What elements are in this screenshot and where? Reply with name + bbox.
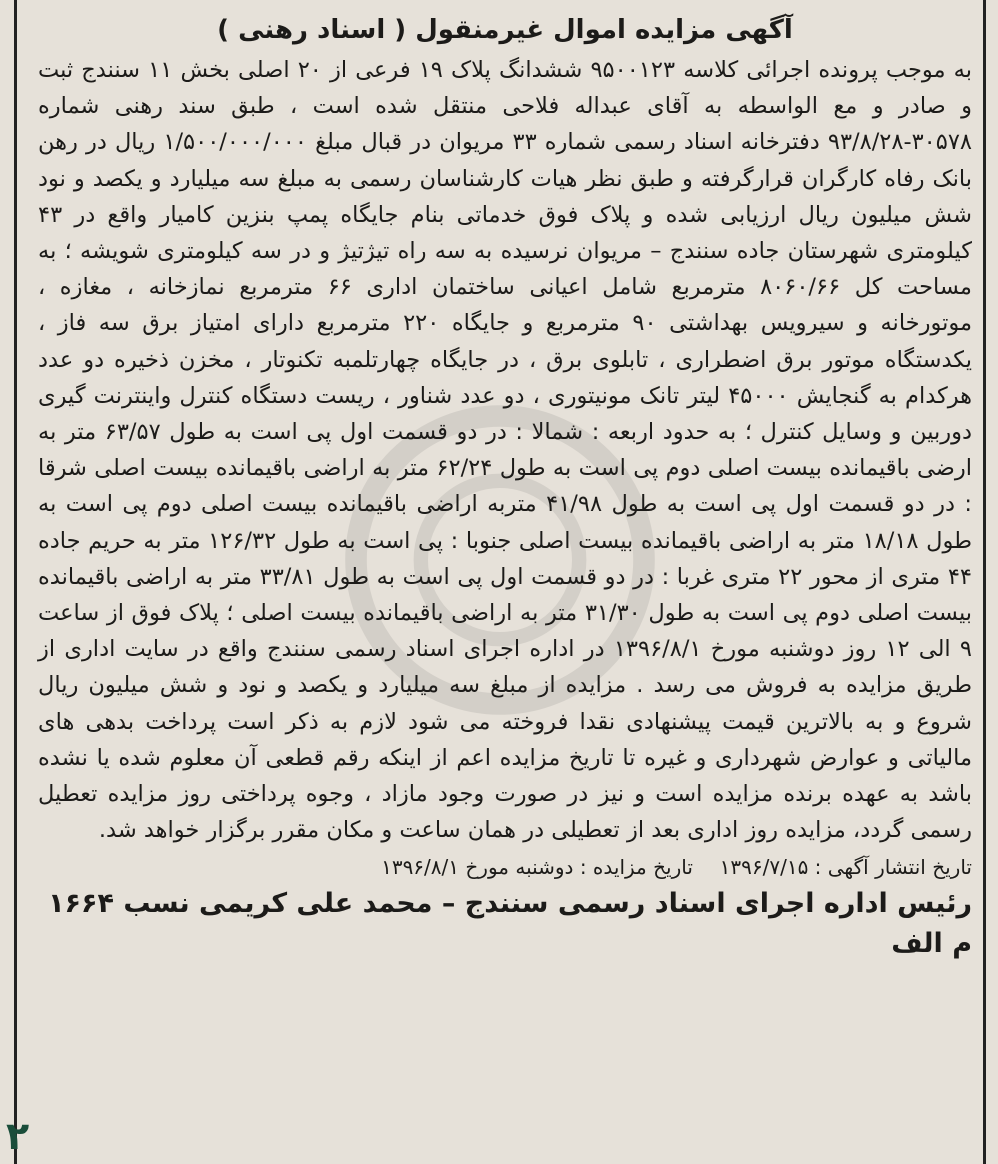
notice-dates [38,852,972,882]
notice-title: آگهی مزایده اموال غیرمنقول ( اسناد رهنی ) [217,15,793,45]
publish-date: تاریخ انتشار آگهی : ۱۳۹۶/۷/۱۵ [719,855,972,880]
auction-notice [38,12,972,964]
notice-signature: رئیس اداره اجرای اسناد رسمی سنندج – محمد علی کریمی نسب ۱۶۶۴ م الف [48,888,972,960]
page-number: ۲ [6,1114,30,1158]
auction-date: تاریخ مزایده : دوشنبه مورخ ۱۳۹۶/۸/۱ [381,855,693,880]
notice-body: به موجب پرونده اجرائی کلاسه ۹۵۰۰۱۲۳ ششدانگ پلاک ۱۹ فرعی از ۲۰ اصلی بخش ۱۱ سنندج ثبت و صادر و مع الواسطه به آقای عبداله فلاحی منتقل شده است ، طبق سند رهنی شماره ۳۰۵۷۸-۹۳/۸/۲۸ دفترخانه اسناد رسمی شماره ۳۳ مریوان در قبال مبلغ ۱/۵۰۰/۰۰۰/۰۰۰ ریال در رهن بانک رفاه کارگران قرارگرفته و طبق نظر هیات کارشناسان رسمی به مبلغ سه میلیارد و یکصد و نود شش میلیون ریال ارزیابی شده و پلاک فوق خدماتی بنام جایگاه پمپ بنزین کامیار واقع در ۴۳ کیلومتری شهرستان جاده سنندج – مریوان نرسیده به سه راه تیژتیژ و در سه کیلومتری شویشه ؛ به مساحت کل ۸۰۶۰/۶۶ مترمربع شامل اعیانی ساختمان اداری ۶۶ مترمربع نمازخانه ، مغازه ، موتورخانه و سیرویس بهداشتی ۹۰ مترمربع و جایگاه ۲۲۰ مترمربع دارای امتیاز برق سه فاز ، یکدستگاه موتور برق اضطراری ، تابلوی برق ، در جایگاه چهارتلمبه تکنوتار ، مخزن ذخیره دو عدد هرکدام به گنجایش ۴۵۰۰۰ لیتر تانک مونیتوری ، دو عدد شناور ، ریست دستگاه کنترل واینترنت گیری دوربین و وسایل کنترل ؛ به حدود اربعه : شمالا : در دو قسمت اول پی است به طول ۶۳/۵۷ متر به ارضی باقیمانده بیست اصلی دوم پی است به طول ۶۲/۲۴ متر به اراضی باقیمانده بیست اصلی شرقا : در دو قسمت اول پی است به طول ۴۱/۹۸ متربه اراضی باقیمانده بیست اصلی دوم پی است به طول ۱۸/۱۸ متر به اراضی باقیمانده بیست اصلی جنوبا : پی است به طول ۱۲۶/۳۲ متر به حریم جاده ۴۴ متری از محور ۲۲ متری غربا : در دو قسمت اول پی است به طول ۳۳/۸۱ متر به اراضی باقیمانده بیست اصلی دوم پی است به طول ۳۱/۳۰ متر به اراضی باقیمانده بیست اصلی ؛ پلاک فوق از ساعت ۹ الی ۱۲ روز دوشنبه مورخ ۱۳۹۶/۸/۱ در اداره اجرای اسناد رسمی سنندج واقع در سایت اداری از طریق مزایده به فروش می رسد . مزایده از مبلغ سه میلیارد و یکصد و نود و شش میلیون ریال شروع و به بالاترین قیمت پیشنهادی نقدا فروخته می شود لازم به ذکر است پرداخت بدهی های مالیاتی و عوارض شهرداری و غیره تا تاریخ مزایده اعم از اینکه رقم قطعی آن معلوم شده یا نشده باشد به عهده برنده مزایده است و نیز در صورت وجود مازاد ، وجوه پرداختی روز مزایده تعطیل رسمی گردد، مزایده روز اداری بعد از تعطیلی در همان ساعت و مکان مقرر برگزار خواهد شد. [38,57,973,844]
